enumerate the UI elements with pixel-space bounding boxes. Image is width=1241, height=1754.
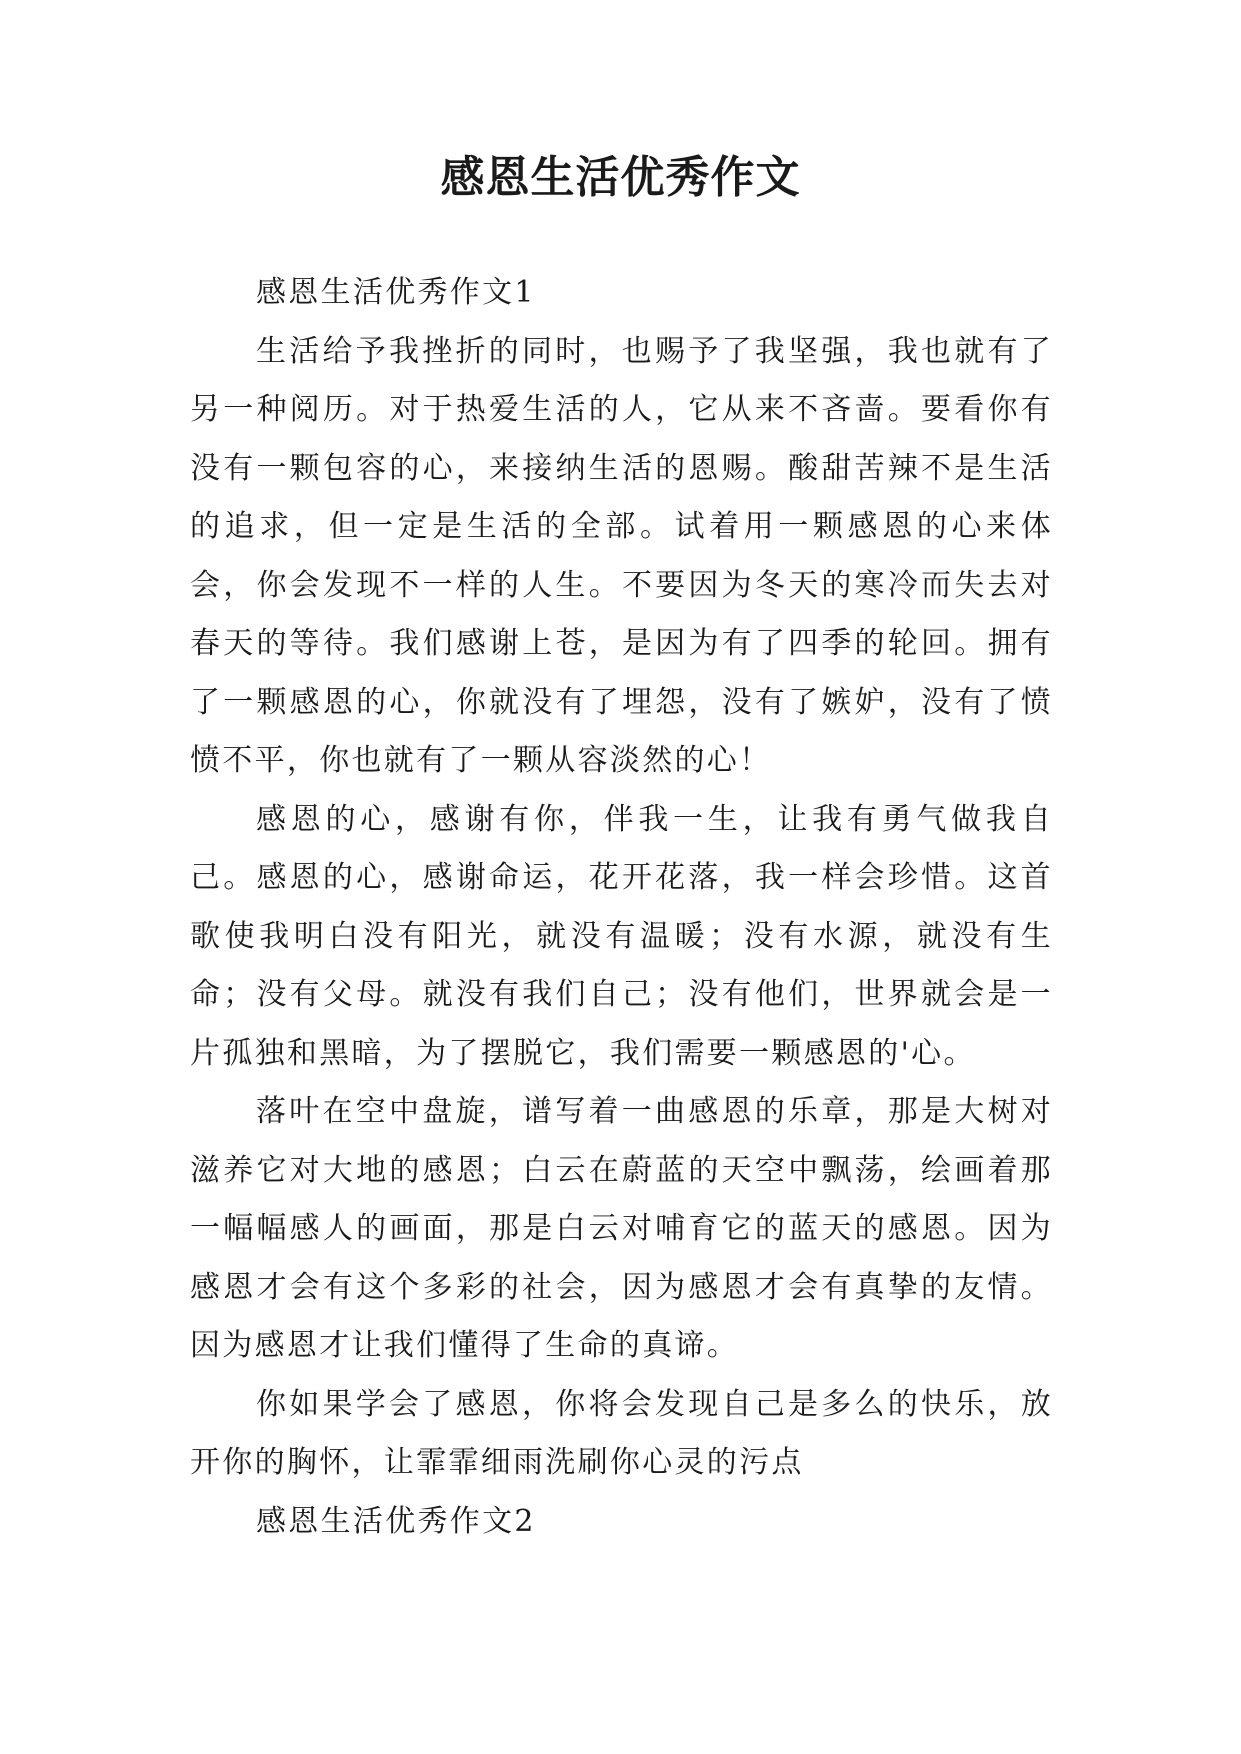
document-body — [190, 264, 1053, 1551]
document-title: 感恩生活优秀作文 — [440, 152, 801, 203]
paragraph-2: 感恩的心，感谢有你，伴我一生，让我有勇气做我自己。感恩的心，感谢命运，花开花落，我一样会珍惜。这首歌使我明白没有阳光，就没有温暖；没有水源，就没有生命；没有父母。就没有我们自己；没有他们，世界就会是一片孤独和黑暗，为了摆脱它，我们需要一颗感恩的'心。 — [190, 801, 1053, 1071]
paragraph-4: 你如果学会了感恩，你将会发现自己是多么的快乐，放开你的胸怀，让霏霏细雨洗刷你心灵的污点 — [190, 1386, 1053, 1480]
paragraph-1: 生活给予我挫折的同时，也赐予了我坚强，我也就有了另一种阅历。对于热爱生活的人，它从来不吝啬。要看你有没有一颗包容的心，来接纳生活的恩赐。酸甜苦辣不是生活的追求，但一定是生活的全部。试着用一颗感恩的心来体会，你会发现不一样的人生。不要因为冬天的寒冷而失去对春天的等待。我们感谢上苍，是因为有了四季的轮回。拥有了一颗感恩的心，你就没有了埋怨，没有了嫉妒，没有了愤愤不平，你也就有了一颗从容淡然的心！ — [190, 333, 1053, 778]
paragraph-3: 落叶在空中盘旋，谱写着一曲感恩的乐章，那是大树对滋养它对大地的感恩；白云在蔚蓝的天空中飘荡，绘画着那一幅幅感人的画面，那是白云对哺育它的蓝天的感恩。因为感恩才会有这个多彩的社会，因为感恩才会有真挚的友情。因为感恩才让我们懂得了生命的真谛。 — [190, 1094, 1053, 1363]
section-heading-1: 感恩生活优秀作文1 — [256, 275, 536, 310]
section-heading-2: 感恩生活优秀作文2 — [256, 1503, 536, 1539]
